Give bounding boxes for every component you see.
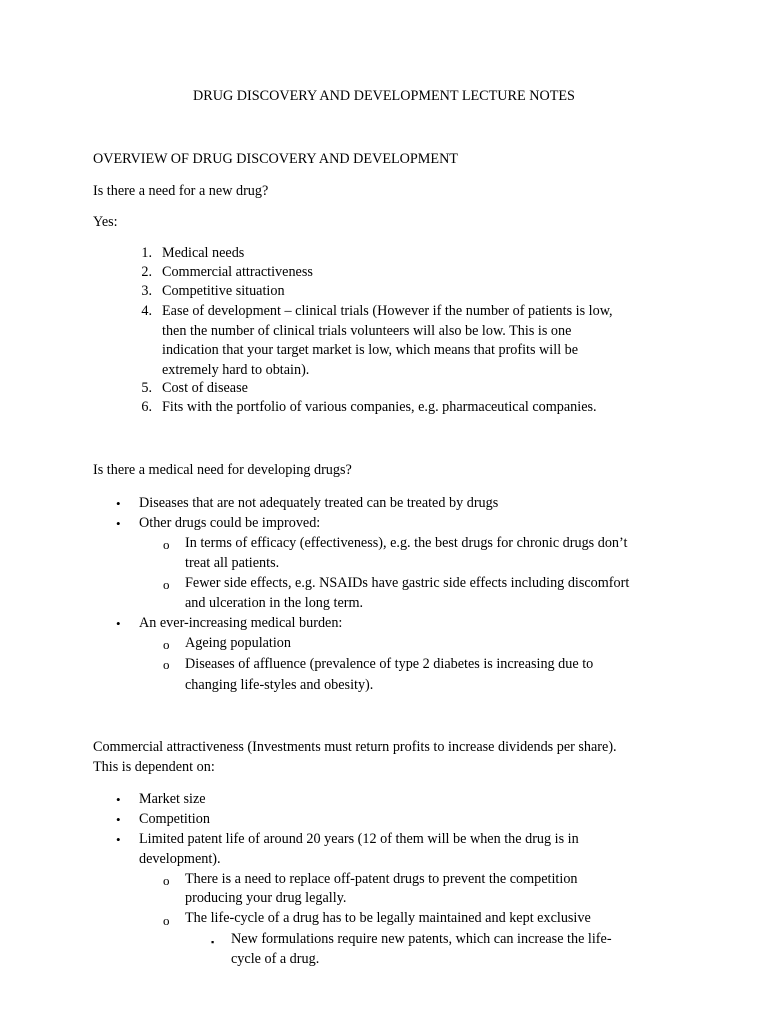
bullet-icon: • — [116, 812, 121, 827]
list-item-text: Cost of disease — [162, 380, 248, 396]
list-item-text: indication that your target market is low, which means that profits will be — [162, 342, 579, 359]
list-item-text: producing your drug legally. — [185, 890, 347, 906]
commercial-paragraph-line-1: Commercial attractiveness (Investments must return profits to increase dividends per share). — [93, 739, 617, 755]
list-item-text: cycle of a drug. — [231, 951, 320, 967]
list-number: 2. — [141, 264, 152, 280]
question-medical-need: Is there a medical need for developing drugs? — [93, 462, 352, 478]
list-item-text: An ever-increasing medical burden: — [139, 615, 343, 631]
list-item-text: then the number of clinical trials volunteers will also be low. This is one — [162, 322, 572, 339]
list-item-text: Competitive situation — [162, 283, 285, 299]
circle-bullet-icon: o — [163, 577, 170, 592]
list-item-text: The life-cycle of a drug has to be legally maintained and kept exclusive — [185, 910, 591, 926]
list-number: 3. — [141, 283, 152, 299]
circle-bullet-icon: o — [163, 537, 170, 552]
list-item-text: Fits with the portfolio of various companies, e.g. pharmaceutical companies. — [162, 399, 597, 415]
list-item-text: Diseases of affluence (prevalence of type 2 diabetes is increasing due to — [185, 656, 594, 672]
list-item-text: Fewer side effects, e.g. NSAIDs have gastric side effects including discomfort — [185, 575, 630, 591]
list-item-text: extremely hard to obtain). — [162, 361, 310, 378]
list-item-text: In terms of efficacy (effectiveness), e.g. the best drugs for chronic drugs don’t — [185, 535, 628, 551]
list-item-text: New formulations require new patents, which can increase the life- — [231, 931, 612, 947]
bullet-icon: • — [116, 616, 121, 631]
list-item-text: development). — [139, 851, 221, 867]
bullet-icon: • — [116, 832, 121, 847]
list-number: 1. — [141, 245, 152, 261]
document-title: DRUG DISCOVERY AND DEVELOPMENT LECTURE NOTES — [193, 88, 575, 104]
question-new-drug: Is there a need for a new drug? — [93, 183, 269, 199]
bullet-icon: • — [116, 496, 121, 511]
list-number: 4. — [141, 303, 152, 319]
circle-bullet-icon: o — [163, 637, 170, 652]
list-item-text: Competition — [139, 811, 210, 827]
circle-bullet-icon: o — [163, 913, 170, 928]
square-bullet-icon: ▪ — [211, 937, 215, 947]
list-item-text: Market size — [139, 791, 206, 807]
answer-yes: Yes: — [93, 214, 118, 230]
list-item-text: Diseases that are not adequately treated can be treated by drugs — [139, 495, 499, 511]
bullet-icon: • — [116, 516, 121, 531]
list-item-text: changing life-styles and obesity). — [185, 677, 374, 693]
commercial-paragraph-line-2: This is dependent on: — [93, 759, 215, 775]
list-item-text: Other drugs could be improved: — [139, 515, 321, 531]
list-item-text: Ageing population — [185, 635, 291, 651]
section-heading: OVERVIEW OF DRUG DISCOVERY AND DEVELOPMENT — [93, 151, 458, 167]
list-number: 5. — [141, 380, 152, 396]
list-item-text: There is a need to replace off-patent drugs to prevent the competition — [185, 871, 578, 887]
list-number: 6. — [141, 399, 152, 415]
list-item-text: Medical needs — [162, 245, 245, 261]
circle-bullet-icon: o — [163, 657, 170, 672]
circle-bullet-icon: o — [163, 873, 170, 888]
bullet-icon: • — [116, 792, 121, 807]
list-item-text: treat all patients. — [185, 555, 280, 571]
list-item-text: Limited patent life of around 20 years (12 of them will be when the drug is in — [139, 831, 579, 847]
list-item-text: Commercial attractiveness — [162, 264, 313, 280]
list-item-text: and ulceration in the long term. — [185, 595, 364, 611]
list-item-text: Ease of development – clinical trials (However if the number of patients is low, — [162, 303, 613, 319]
